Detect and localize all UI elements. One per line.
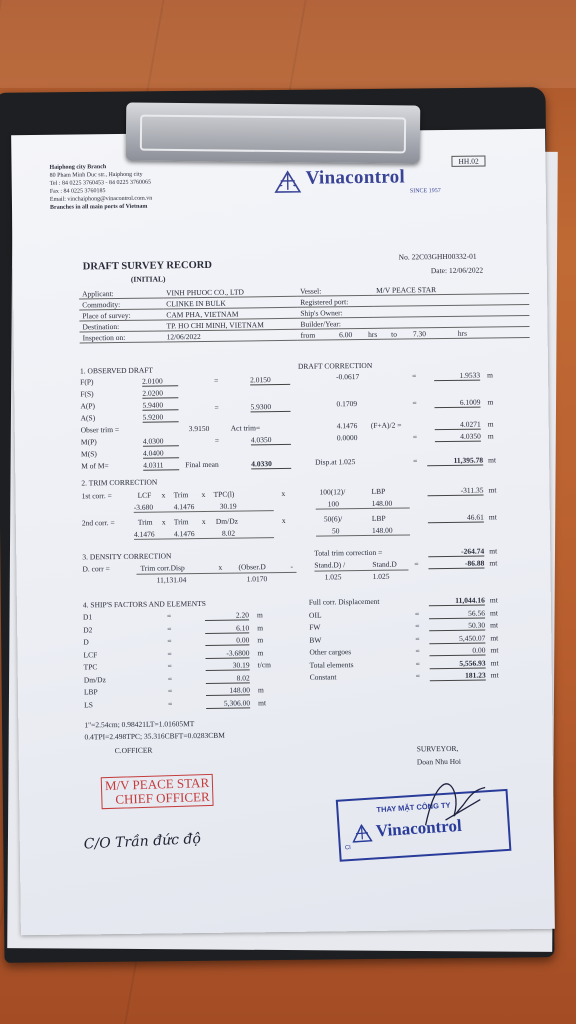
second-corr-result: 46.61 bbox=[428, 513, 484, 524]
ap-value: 5.9400 bbox=[142, 400, 178, 410]
factor-key: D1 bbox=[82, 612, 93, 622]
stand-d-label: Stand.D bbox=[372, 559, 397, 569]
factor-value: 6.10 bbox=[205, 623, 249, 634]
element-key: Constant bbox=[309, 672, 337, 682]
times-4: x bbox=[161, 517, 166, 527]
unit-1: m bbox=[487, 370, 493, 380]
factor-unit: mt bbox=[258, 697, 267, 707]
second-trim-a: Trim bbox=[137, 517, 153, 527]
disp-label: Disp.at 1.025 bbox=[315, 457, 356, 467]
obser-d-value: 1.0170 bbox=[246, 574, 268, 584]
factor-key: LS bbox=[84, 699, 93, 709]
owner-label: Ship's Owner: bbox=[297, 306, 373, 318]
from-value: 6.00 bbox=[339, 329, 353, 339]
factor-unit: m bbox=[257, 635, 264, 645]
density-corr-label: D. corr = bbox=[82, 564, 110, 574]
second-lbp: LBP bbox=[371, 513, 386, 523]
disp-unit: mt bbox=[488, 455, 497, 465]
times-5: x bbox=[201, 516, 206, 526]
unit-2: m bbox=[487, 397, 494, 407]
stand-d-div-label: Stand.D) / bbox=[314, 560, 346, 570]
fifty-6: 50(6)/ bbox=[323, 514, 343, 524]
factor-equals: = bbox=[168, 698, 173, 708]
registered-port-label: Registered port: bbox=[297, 295, 373, 307]
f-mean-value: 2.0150 bbox=[250, 375, 290, 385]
document-title: DRAFT SURVEY RECORD bbox=[82, 259, 212, 273]
inspection-value: 12/06/2022 bbox=[164, 329, 298, 342]
applicant-label: Applicant: bbox=[79, 287, 163, 299]
document-date: Date: 12/06/2022 bbox=[430, 265, 484, 276]
corrected-1: 1.9533 bbox=[434, 371, 480, 382]
m-of-m-label: M of M= bbox=[81, 461, 109, 471]
act-trim-value: 4.0350 bbox=[251, 435, 291, 445]
factor-key: TPC bbox=[83, 662, 98, 672]
place-label: Place of survey: bbox=[79, 309, 163, 321]
element-equals: = bbox=[415, 658, 420, 668]
company-stamp-brand: Vinacontrol bbox=[375, 815, 463, 841]
second-lbp-value: 148.00 bbox=[371, 525, 393, 535]
trim-correction-heading: 2. TRIM CORRECTION bbox=[81, 477, 158, 488]
fp-value: 2.0100 bbox=[142, 376, 178, 386]
factor-equals: = bbox=[167, 636, 172, 646]
obser-trim-value: 3.9150 bbox=[188, 423, 210, 434]
element-equals: = bbox=[415, 633, 420, 643]
factor-unit: m bbox=[257, 647, 264, 657]
first-tpc: TPC(l) bbox=[213, 489, 235, 499]
ms-label: M(S) bbox=[80, 449, 97, 459]
correction-1: -0.0617 bbox=[336, 372, 360, 382]
office-email: Email: vinchaiphong@vinacontrol.com.vn bbox=[49, 195, 153, 203]
brand-since: SINCE 1957 bbox=[409, 188, 441, 195]
element-key: FW bbox=[309, 622, 321, 632]
mp-value: 4.0300 bbox=[143, 436, 179, 446]
second-trim-b: Trim bbox=[173, 517, 189, 527]
hundred-12: 100(12)/ bbox=[319, 487, 346, 497]
mp-label: M(P) bbox=[80, 437, 97, 447]
factor-value: 2.20 bbox=[205, 610, 249, 621]
fp-label: F(P) bbox=[80, 377, 94, 387]
first-100-value: 100 bbox=[327, 499, 339, 509]
office-name: Haiphong city Branch bbox=[49, 164, 107, 171]
element-unit: mt bbox=[489, 595, 498, 605]
factors-heading: 4. SHIP'S FACTORS AND ELEMENTS bbox=[82, 598, 206, 610]
conversion-note-1: 1"=2.54cm; 0.98421LT=1.01605MT bbox=[84, 719, 195, 730]
to-value: 7.30 bbox=[412, 328, 426, 338]
form-code: HH.02 bbox=[451, 155, 485, 166]
office-tel: Tel : 84 0225 3760453 - 84 0225 3760065 bbox=[49, 179, 152, 187]
factor-value: 30.19 bbox=[206, 660, 250, 671]
factor-key: LBP bbox=[83, 687, 98, 697]
document-number: No. 22C03GHH00332-01 bbox=[398, 251, 477, 262]
disp-value: 11,395.78 bbox=[427, 456, 483, 467]
hrs-label-1: hrs bbox=[368, 329, 378, 339]
a-mean-value: 5.9300 bbox=[250, 402, 290, 412]
final-mean-value: 4.0330 bbox=[251, 459, 291, 469]
element-value: 11,044.16 bbox=[429, 596, 485, 607]
factor-equals: = bbox=[167, 648, 172, 658]
second-50-value: 50 bbox=[331, 526, 340, 536]
factor-equals: = bbox=[167, 673, 173, 683]
ship-stamp-vessel: M/V PEACE STAR bbox=[104, 775, 210, 794]
ap-label: A(P) bbox=[80, 401, 96, 411]
element-equals: = bbox=[415, 646, 420, 656]
first-corr-unit: mt bbox=[488, 485, 497, 495]
applicant-value: VINH PHUOC CO., LTD bbox=[163, 286, 297, 298]
second-corr-label: 2nd corr. = bbox=[81, 518, 115, 528]
unit-4: m bbox=[487, 431, 494, 441]
to-label: to bbox=[391, 329, 397, 339]
scales-logo-icon bbox=[274, 170, 302, 194]
draft-survey-document: Haiphong city Branch 80 Pham Minh Duc str., Haiphong city Tel : 84 0225 3760453 - 84 0225 3760065 Fax : 84 0225 3760185 Email: vinchaiphong@vinacontrol.com.vn Branches in all main ports of Vietnam HH.02 Vinacontrol SINCE 1957 DRAFT SURVEY RECORD (INITIAL) No. 22C03GHH00332-01 Date: 12/06/2022 Applicant: VINH PHUOC CO., LTD Vessel: M/V PEACE STAR Commodity: CLINKE IN BULK Registered port: Place of survey: CAM PHA, VIETNAM Ship's Owner: Destination: TP. HO CHI MINH, VIETNAM Builder/Year: Inspection on: 12/06/2022 from 6.00 hrs to 7.30 hrs 1. OBSERVED DRAFT DRAFT CORRECTION F(P) 2.0100 = 2.0150 -0.0617 = 1.9533 m F(S) 2.0200 A(P) 5.9400 = 5.9300 0.1709 = 6.1009 m A(S) 5.9200 Obser trim = 3.9150 Act trim= 4.1476 (F+A)/2 = 4.0271 m M(P) 4.0300 = 4.0350 0.0000 = 4.0350 m M(S) 4.0400 M of M= 4.0311 Final mean 4.0330 Disp.at 1.025 = 11,395.78 mt 2. TRIM CORRECTION 1st corr. = LCF x Trim x TPC(l) x 100(12)/ LBP -311.35 mt -3.680 4.1476 30.19 100 148.00 2nd corr. = Trim x Trim x Dm/Dz x 50(6)/ LBP 46.61 mt 4.1476 4.1476 8.02 50 148.00 3. DENSITY CORRECTION Total trim correction = -264.74 mt D. corr = Trim corr.Disp x (Obser.D - Stand.D) / Stand.D = -86.88 mt 11,131.04 1.0170 1.025 1.025 4. SHIP'S FACTORS AND ELEMENTS D1 = 2.20 m D2 = 6.10 m D = 0.00 m LCF = -3.6800 m TPC = 30.19 t/cm Dm/Dz = 8.02 LBP = 148.00 m LS = 5,306.00 mt Full corr. Displacement 11,044.16 mt OIL = 56.56 mt FW = 50.30 mt BW = 5,450.07 mt Other cargoes = 0.00 mt Total elements = 5,556.93 mt Constant = 181.23 mt 1"=2.54cm; 0.98421LT=1.01605MT 0.4TPI=2.498TPC; 35.316CBFT=0.0283CBM C.OFFICER SURVEYOR, Doan Nhu Hoi M/V PEACE STAR CHIEF OFFICER C/O Trần đức độ THAY MẶT CÔNG TY Vinacontrol CI bbox=[11, 129, 555, 935]
place-value: CAM PHA, VIETNAM bbox=[163, 307, 297, 320]
fa-half-label: (F+A)/2 = bbox=[370, 420, 402, 430]
second-trim-a-value: 4.1476 bbox=[133, 529, 155, 539]
element-unit: mt bbox=[490, 645, 499, 655]
draft-correction-heading: DRAFT CORRECTION bbox=[297, 360, 373, 371]
factor-unit: m bbox=[257, 685, 264, 695]
inspection-time bbox=[298, 326, 530, 340]
element-unit: mt bbox=[490, 620, 499, 630]
element-equals: = bbox=[414, 608, 420, 618]
factor-unit: m bbox=[256, 610, 263, 620]
first-lcf-value: -3.680 bbox=[133, 502, 154, 512]
ship-stamp-role: CHIEF OFFICER bbox=[115, 789, 210, 807]
surveyor-name: Doan Nhu Hoi bbox=[416, 756, 462, 767]
element-key: Full corr. Displacement bbox=[308, 596, 380, 607]
times-3: x bbox=[281, 488, 286, 499]
times-6: x bbox=[281, 515, 286, 526]
factor-key: Dm/Dz bbox=[83, 674, 106, 684]
office-fax: Fax : 84 0225 3760185 bbox=[49, 188, 106, 195]
element-value: 181.23 bbox=[430, 671, 486, 682]
destination-value: TP. HO CHI MINH, VIETNAM bbox=[163, 318, 297, 331]
element-value: 5,556.93 bbox=[430, 658, 486, 669]
company-stamp-caption: THAY MẶT CÔNG TY bbox=[376, 800, 451, 815]
obser-trim-label: Obser trim = bbox=[80, 424, 120, 435]
element-value: 0.00 bbox=[429, 646, 485, 657]
first-lbp-value: 148.00 bbox=[371, 498, 393, 508]
factor-value: 148.00 bbox=[206, 685, 250, 696]
company-stamp-code: CI bbox=[344, 845, 352, 852]
floor-background bbox=[0, 0, 576, 88]
element-key: Total elements bbox=[309, 659, 354, 670]
brand-logo bbox=[274, 170, 302, 199]
clipboard-clip bbox=[126, 102, 421, 163]
as-value: 5.9200 bbox=[143, 412, 179, 422]
total-trim-unit: mt bbox=[489, 546, 498, 556]
factor-key: LCF bbox=[83, 649, 98, 659]
factor-key: D bbox=[83, 637, 89, 647]
times-2: x bbox=[201, 489, 206, 499]
factor-equals: = bbox=[167, 661, 172, 671]
conversion-note-2: 0.4TPI=2.498TPC; 35.316CBFT=0.0283CBM bbox=[84, 730, 225, 742]
correction-4: 0.0000 bbox=[336, 433, 358, 443]
second-dmdz: Dm/Dz bbox=[215, 516, 239, 526]
trim-corr-disp-value: 11,131.04 bbox=[156, 575, 187, 585]
act-trim-label: Act trim= bbox=[230, 423, 261, 433]
element-key: Other cargoes bbox=[309, 647, 352, 657]
element-value: 50.30 bbox=[429, 621, 485, 632]
first-lcf: LCF bbox=[137, 490, 152, 500]
corrected-3: 4.0271 bbox=[435, 420, 481, 431]
factor-equals: = bbox=[167, 623, 172, 633]
first-trim-value: 4.1476 bbox=[173, 502, 195, 512]
correction-3: 4.1476 bbox=[336, 421, 358, 431]
factor-value: -3.6800 bbox=[205, 648, 249, 659]
hrs-label-2: hrs bbox=[457, 328, 468, 338]
commodity-value: CLINKE IN BULK bbox=[163, 296, 297, 309]
factor-unit: t/cm bbox=[257, 660, 272, 670]
from-label: from bbox=[300, 330, 316, 340]
brand-name: Vinacontrol bbox=[305, 166, 406, 189]
first-tpc-value: 30.19 bbox=[219, 501, 237, 511]
second-trim-b-value: 4.1476 bbox=[173, 529, 195, 539]
second-corr-unit: mt bbox=[488, 512, 497, 522]
builder-label: Builder/Year: bbox=[297, 317, 373, 329]
observed-draft-heading: 1. OBSERVED DRAFT bbox=[79, 365, 154, 376]
stamp-scales-icon bbox=[351, 824, 372, 843]
trim-corr-disp-label: Trim corr.Disp bbox=[140, 563, 185, 573]
total-trim-label: Total trim correction = bbox=[314, 547, 383, 558]
officer-label: C.OFFICER bbox=[114, 745, 153, 756]
vessel-value: M/V PEACE STAR bbox=[373, 283, 529, 295]
corrected-4: 4.0350 bbox=[435, 432, 481, 443]
element-unit: mt bbox=[490, 632, 499, 642]
surveyor-signature bbox=[415, 769, 496, 840]
element-unit: mt bbox=[490, 657, 499, 667]
element-unit: mt bbox=[489, 607, 498, 617]
times-1: x bbox=[161, 490, 166, 500]
element-key: OIL bbox=[308, 610, 322, 620]
ship-stamp bbox=[101, 774, 214, 809]
document-subtitle: (INITIAL) bbox=[130, 274, 166, 284]
stand-d-value-2: 1.025 bbox=[372, 571, 390, 581]
element-key: BW bbox=[309, 635, 322, 645]
second-dmdz-value: 8.02 bbox=[221, 528, 236, 538]
first-corr-label: 1st corr. = bbox=[81, 491, 112, 501]
density-heading: 3. DENSITY CORRECTION bbox=[82, 551, 172, 562]
element-value: 5,450.07 bbox=[429, 633, 485, 644]
factor-unit: m bbox=[257, 622, 264, 632]
obser-d-label: (Obser.D bbox=[238, 562, 266, 572]
info-grid bbox=[79, 283, 530, 343]
inspection-label: Inspection on: bbox=[80, 331, 164, 343]
officer-handwriting: C/O Trần đức độ bbox=[83, 830, 202, 853]
ms-value: 4.0400 bbox=[143, 448, 179, 458]
factor-value: 0.00 bbox=[205, 635, 249, 646]
office-address: 80 Pham Minh Duc str., Haiphong city bbox=[49, 171, 143, 179]
density-minus: - bbox=[290, 561, 293, 571]
factor-equals: = bbox=[166, 611, 172, 621]
office-branches: Branches in all main ports of Vietnam bbox=[49, 203, 148, 211]
destination-label: Destination: bbox=[79, 320, 163, 332]
as-label: A(S) bbox=[80, 413, 96, 423]
stand-d-value-1: 1.025 bbox=[324, 572, 342, 582]
m-of-m-value: 4.0311 bbox=[143, 460, 179, 470]
vessel-label: Vessel: bbox=[297, 285, 373, 296]
density-corr-value: -86.88 bbox=[428, 559, 484, 570]
corrected-2: 6.1009 bbox=[434, 398, 480, 409]
element-value: 56.56 bbox=[429, 608, 485, 619]
element-unit: mt bbox=[490, 670, 499, 680]
total-trim-value: -264.74 bbox=[428, 547, 484, 558]
correction-2: 0.1709 bbox=[336, 399, 358, 409]
final-mean-label: Final mean bbox=[185, 459, 219, 470]
unit-3: m bbox=[487, 419, 494, 429]
first-corr-result: -311.35 bbox=[427, 486, 483, 497]
surveyor-label: SURVEYOR, bbox=[416, 743, 459, 754]
factor-equals: = bbox=[167, 686, 173, 696]
factor-key: D2 bbox=[83, 624, 93, 634]
density-times: x bbox=[218, 562, 223, 572]
density-corr-unit: mt bbox=[489, 558, 498, 568]
first-trim: Trim bbox=[173, 490, 189, 500]
commodity-label: Commodity: bbox=[79, 298, 163, 310]
first-lbp: LBP bbox=[371, 486, 386, 496]
element-equals: = bbox=[415, 671, 421, 681]
fs-label: F(S) bbox=[80, 389, 94, 399]
element-equals: = bbox=[415, 621, 420, 631]
fs-value: 2.0200 bbox=[142, 388, 178, 398]
factor-value: 8.02 bbox=[206, 673, 250, 684]
factor-value: 5,306.00 bbox=[206, 698, 250, 709]
